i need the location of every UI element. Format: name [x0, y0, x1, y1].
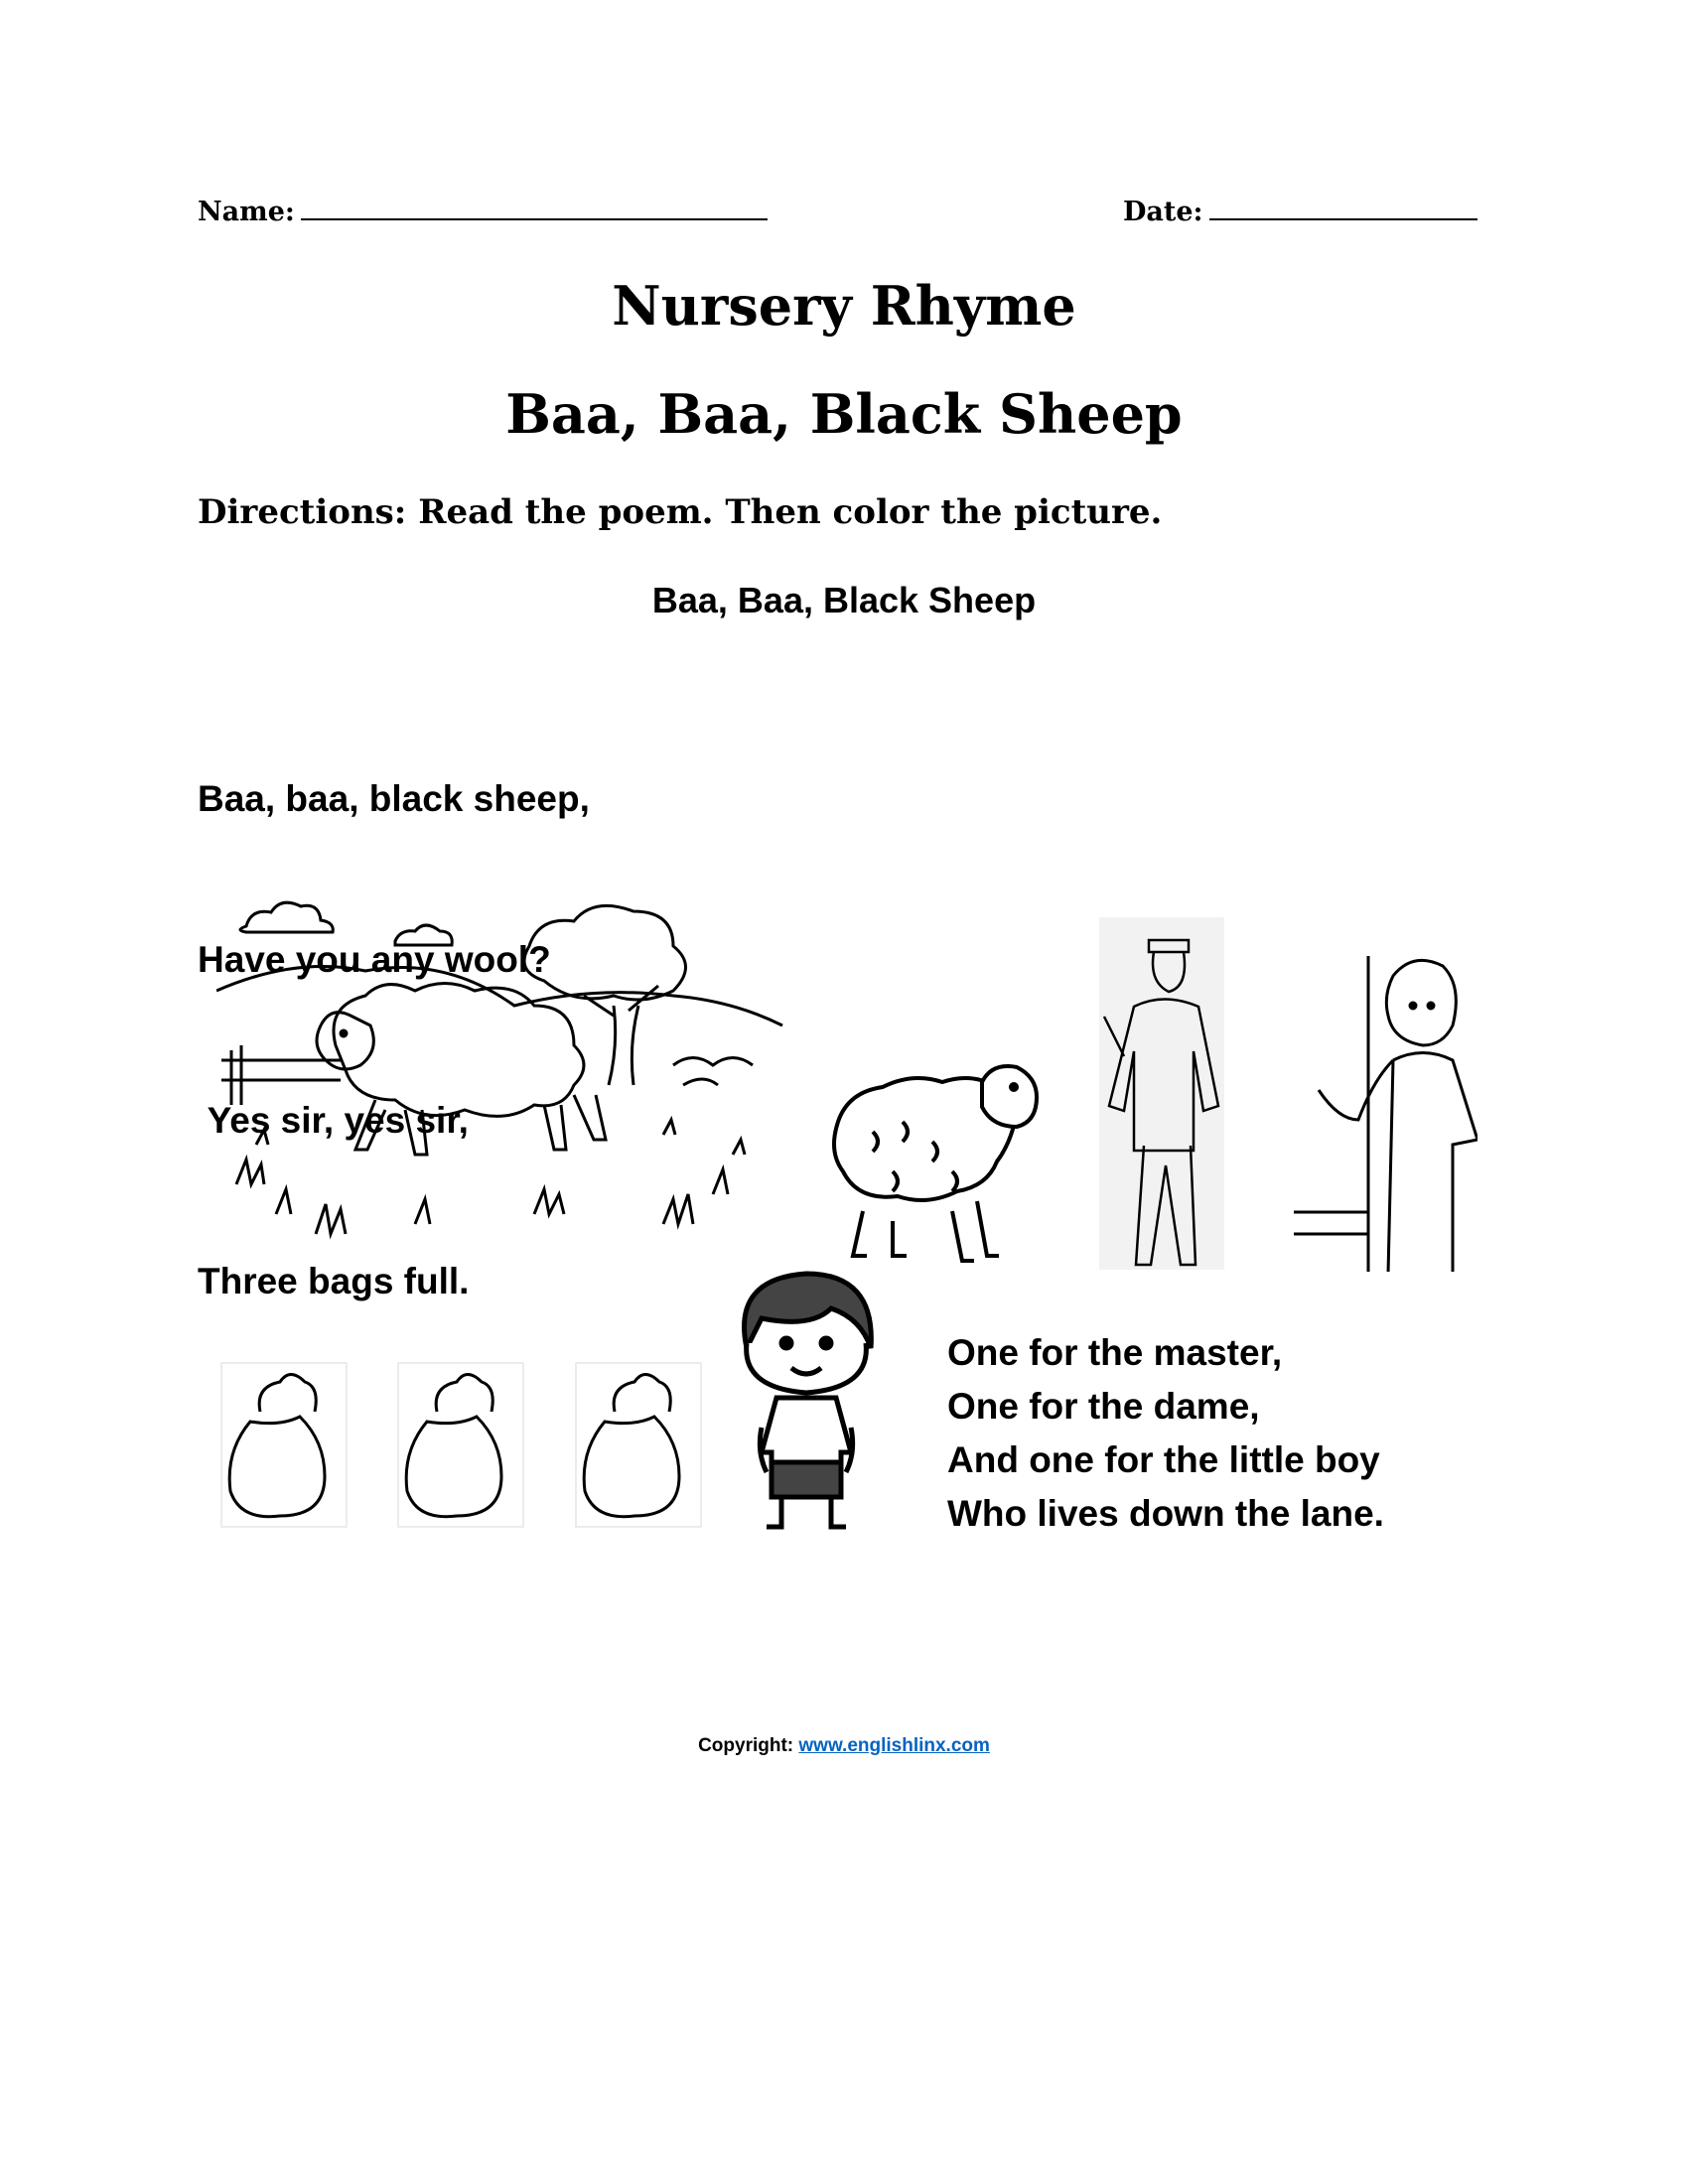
poem-line: Who lives down the lane. — [947, 1493, 1384, 1534]
sheep-illustration — [823, 1062, 1044, 1271]
poem-title: Baa, Baa, Black Sheep — [651, 580, 1037, 620]
page-subtitle: Baa, Baa, Black Sheep — [505, 382, 1183, 446]
little-boy-illustration — [727, 1269, 888, 1535]
wool-bag-1-icon — [220, 1362, 348, 1528]
poem-line: Three bags full. — [198, 1261, 470, 1301]
wool-bag-2-icon — [397, 1362, 524, 1528]
poem-line: Yes sir, yes sir, — [198, 1100, 469, 1141]
poem-line: One for the master, — [947, 1332, 1283, 1373]
copyright-label: Copyright: — [698, 1735, 794, 1756]
copyright — [0, 1735, 1688, 1757]
wool-bag-3-icon — [575, 1362, 702, 1528]
stanza-2 — [947, 1326, 1384, 1541]
dame-illustration — [1294, 956, 1477, 1272]
poem-line: Baa, baa, black sheep, — [198, 778, 590, 819]
name-field[interactable] — [198, 197, 768, 227]
name-blank-line[interactable] — [301, 199, 768, 220]
name-label: Name: — [198, 197, 295, 227]
farm-sheep-illustration — [216, 896, 787, 1249]
directions: Directions: Read the poem. Then color the picture. — [198, 492, 1163, 532]
poem-line: One for the dame, — [947, 1386, 1260, 1427]
date-label: Date: — [1123, 197, 1203, 227]
date-field[interactable] — [1123, 197, 1477, 227]
englishlinx-link[interactable]: www.englishlinx.com — [798, 1735, 990, 1756]
poem-line: And one for the little boy — [947, 1439, 1380, 1480]
poem-line: Have you any wool? — [198, 939, 551, 980]
page-title: Nursery Rhyme — [612, 274, 1076, 338]
master-illustration — [1099, 917, 1224, 1270]
date-blank-line[interactable] — [1209, 199, 1477, 220]
